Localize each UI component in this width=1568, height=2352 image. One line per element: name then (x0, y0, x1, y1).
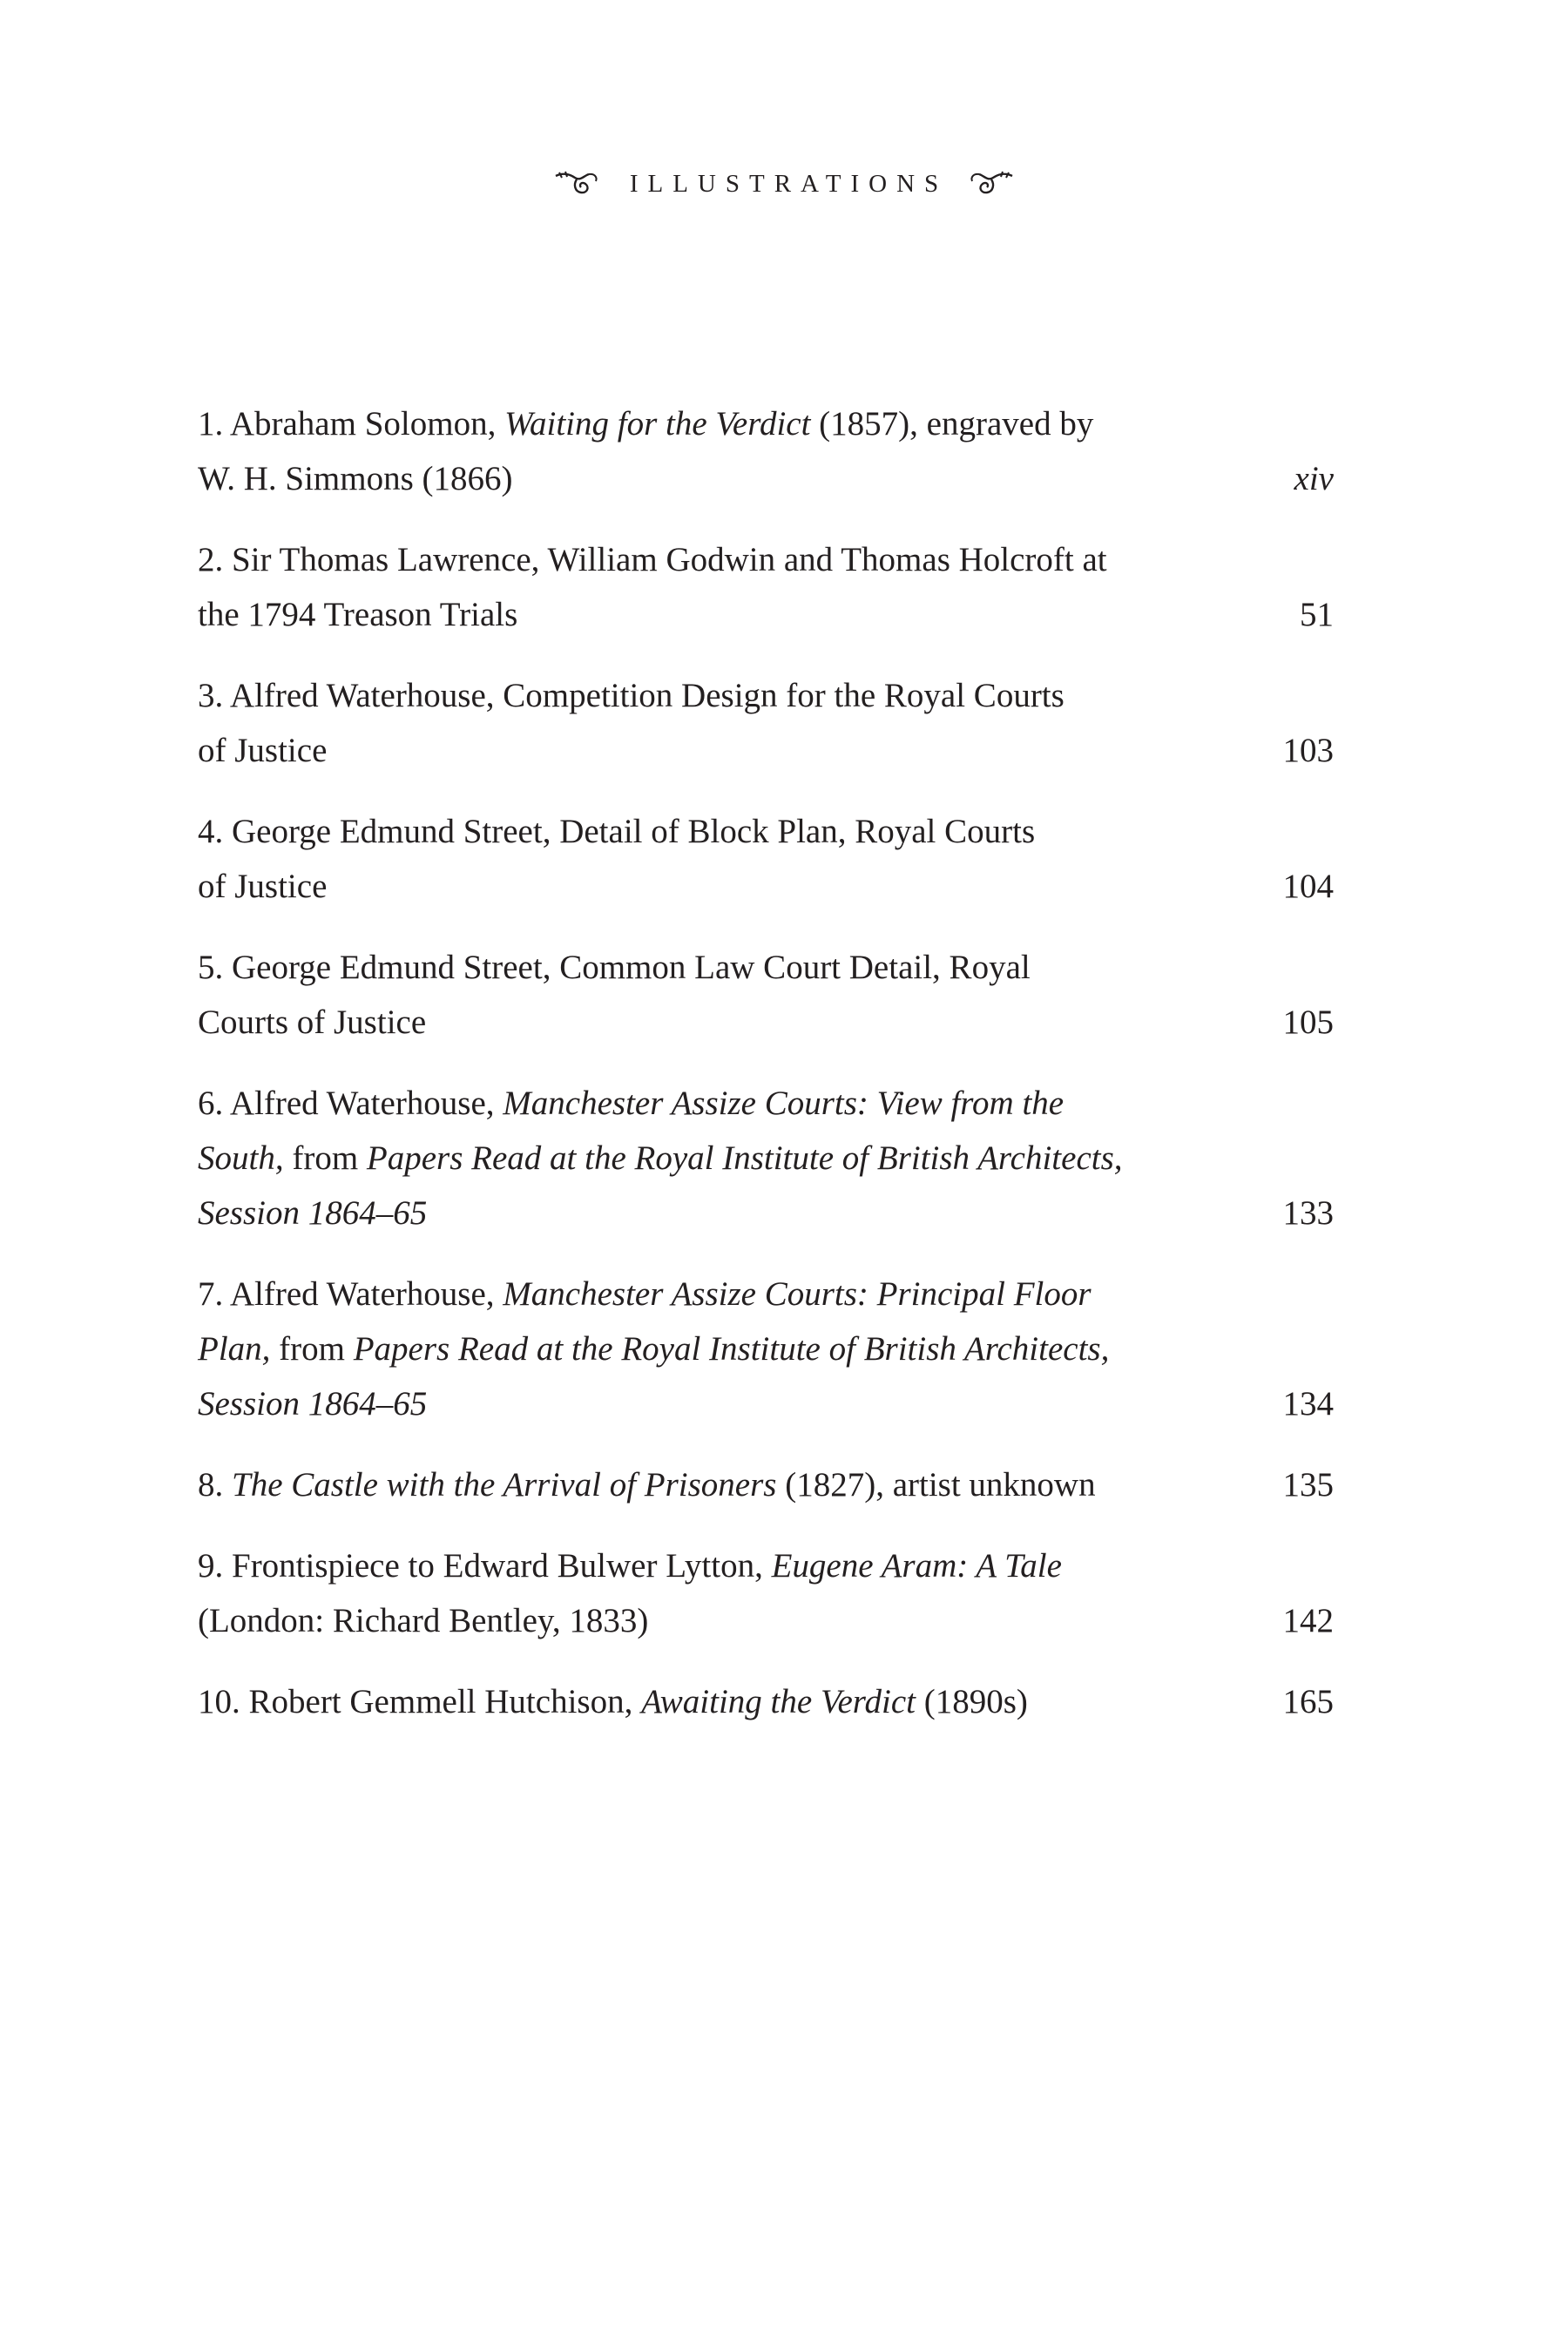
caption-line (198, 668, 1200, 723)
caption-italic-text: Session 1864–65 (198, 1194, 428, 1232)
list-item (198, 1674, 1334, 1729)
caption-text: of Justice (198, 732, 328, 769)
caption-text: 3. Alfred Waterhouse, Competition Design for the Royal Courts (198, 677, 1064, 714)
caption-text: 5. George Edmund Street, Common Law Court Detail, Royal (198, 949, 1031, 986)
illustrations-list (198, 396, 1334, 1755)
caption-line (198, 532, 1200, 587)
caption-line (198, 587, 1200, 642)
illustration-caption (198, 532, 1200, 642)
caption-italic-text: Awaiting the Verdict (641, 1683, 916, 1720)
caption-text: 4. George Edmund Street, Detail of Block Plan, Royal Courts (198, 813, 1036, 850)
page-number: xiv (1294, 460, 1334, 497)
illustration-caption (198, 396, 1200, 506)
list-item (198, 396, 1334, 506)
caption-text: 1. Abraham Solomon, (198, 405, 505, 443)
list-item (198, 532, 1334, 642)
page-number: 134 (1282, 1385, 1334, 1423)
caption-text: 9. Frontispiece to Edward Bulwer Lytton, (198, 1547, 772, 1585)
illustration-caption (198, 804, 1200, 914)
caption-line (198, 859, 1200, 914)
caption-line (198, 1186, 1200, 1240)
page-number: 135 (1282, 1466, 1334, 1504)
illustration-caption (198, 668, 1200, 778)
caption-italic-text: Session 1864–65 (198, 1385, 428, 1423)
list-item (198, 1538, 1334, 1648)
illustration-caption (198, 1674, 1200, 1729)
caption-text: of Justice (198, 868, 328, 905)
list-item (198, 1076, 1334, 1240)
page-number: 104 (1282, 868, 1334, 905)
caption-line (198, 1376, 1200, 1431)
caption-line (198, 451, 1200, 506)
caption-italic-text: The Castle with the Arrival of Prisoners (232, 1466, 777, 1504)
fleuron-right-icon (967, 169, 1014, 199)
caption-text: 7. Alfred Waterhouse, (198, 1275, 504, 1313)
caption-line (198, 940, 1200, 995)
caption-text: from (270, 1330, 354, 1368)
caption-text: (London: Richard Bentley, 1833) (198, 1602, 649, 1639)
caption-text: the 1794 Treason Trials (198, 596, 518, 633)
caption-text: (1827), artist unknown (776, 1466, 1096, 1504)
caption-line (198, 723, 1200, 778)
caption-text: Courts of Justice (198, 1004, 427, 1041)
list-item (198, 1267, 1334, 1431)
caption-italic-text: Eugene Aram: A Tale (771, 1547, 1062, 1585)
illustration-caption (198, 1267, 1200, 1431)
caption-line (198, 1131, 1200, 1186)
caption-text: W. H. Simmons (1866) (198, 460, 513, 497)
caption-italic-text: Manchester Assize Courts: Principal Floor (503, 1275, 1092, 1313)
caption-italic-text: Papers Read at the Royal Institute of British Architects, (366, 1139, 1123, 1177)
caption-text: 2. Sir Thomas Lawrence, William Godwin and Thomas Holcroft at (198, 541, 1107, 578)
list-item (198, 804, 1334, 914)
page-number: 105 (1282, 1004, 1334, 1041)
caption-line (198, 1457, 1200, 1512)
caption-text: (1857), engraved by (810, 405, 1094, 443)
page-number: 133 (1282, 1194, 1334, 1232)
caption-italic-text: Papers Read at the Royal Institute of British Architects, (353, 1330, 1110, 1368)
caption-line (198, 1593, 1200, 1648)
caption-text: (1890s) (915, 1683, 1028, 1720)
caption-line (198, 396, 1200, 451)
list-item (198, 1457, 1334, 1512)
caption-line (198, 1076, 1200, 1131)
caption-line (198, 1538, 1200, 1593)
illustration-caption (198, 1076, 1200, 1240)
caption-text: 10. Robert Gemmell Hutchison, (198, 1683, 642, 1720)
fleuron-left-icon (554, 169, 601, 199)
list-item (198, 940, 1334, 1050)
caption-text: 6. Alfred Waterhouse, (198, 1085, 504, 1122)
list-item (198, 668, 1334, 778)
caption-text: 8. (198, 1466, 232, 1504)
caption-line (198, 1321, 1200, 1376)
page-number: 142 (1282, 1602, 1334, 1639)
page-title: ILLUSTRATIONS (629, 169, 949, 198)
caption-italic-text: Waiting for the Verdict (504, 405, 811, 443)
caption-italic-text: South, (198, 1139, 284, 1177)
illustration-caption (198, 1457, 1200, 1512)
page-number: 51 (1300, 596, 1334, 633)
caption-line (198, 804, 1200, 859)
page-number: 103 (1282, 732, 1334, 769)
caption-line (198, 1674, 1200, 1729)
caption-line (198, 995, 1200, 1050)
illustration-caption (198, 1538, 1200, 1648)
caption-italic-text: Manchester Assize Courts: View from the (503, 1085, 1064, 1122)
illustration-caption (198, 940, 1200, 1050)
caption-line (198, 1267, 1200, 1321)
caption-italic-text: Plan, (198, 1330, 271, 1368)
page-number: 165 (1282, 1683, 1334, 1720)
page-heading (0, 162, 1568, 206)
caption-text: from (283, 1139, 367, 1177)
